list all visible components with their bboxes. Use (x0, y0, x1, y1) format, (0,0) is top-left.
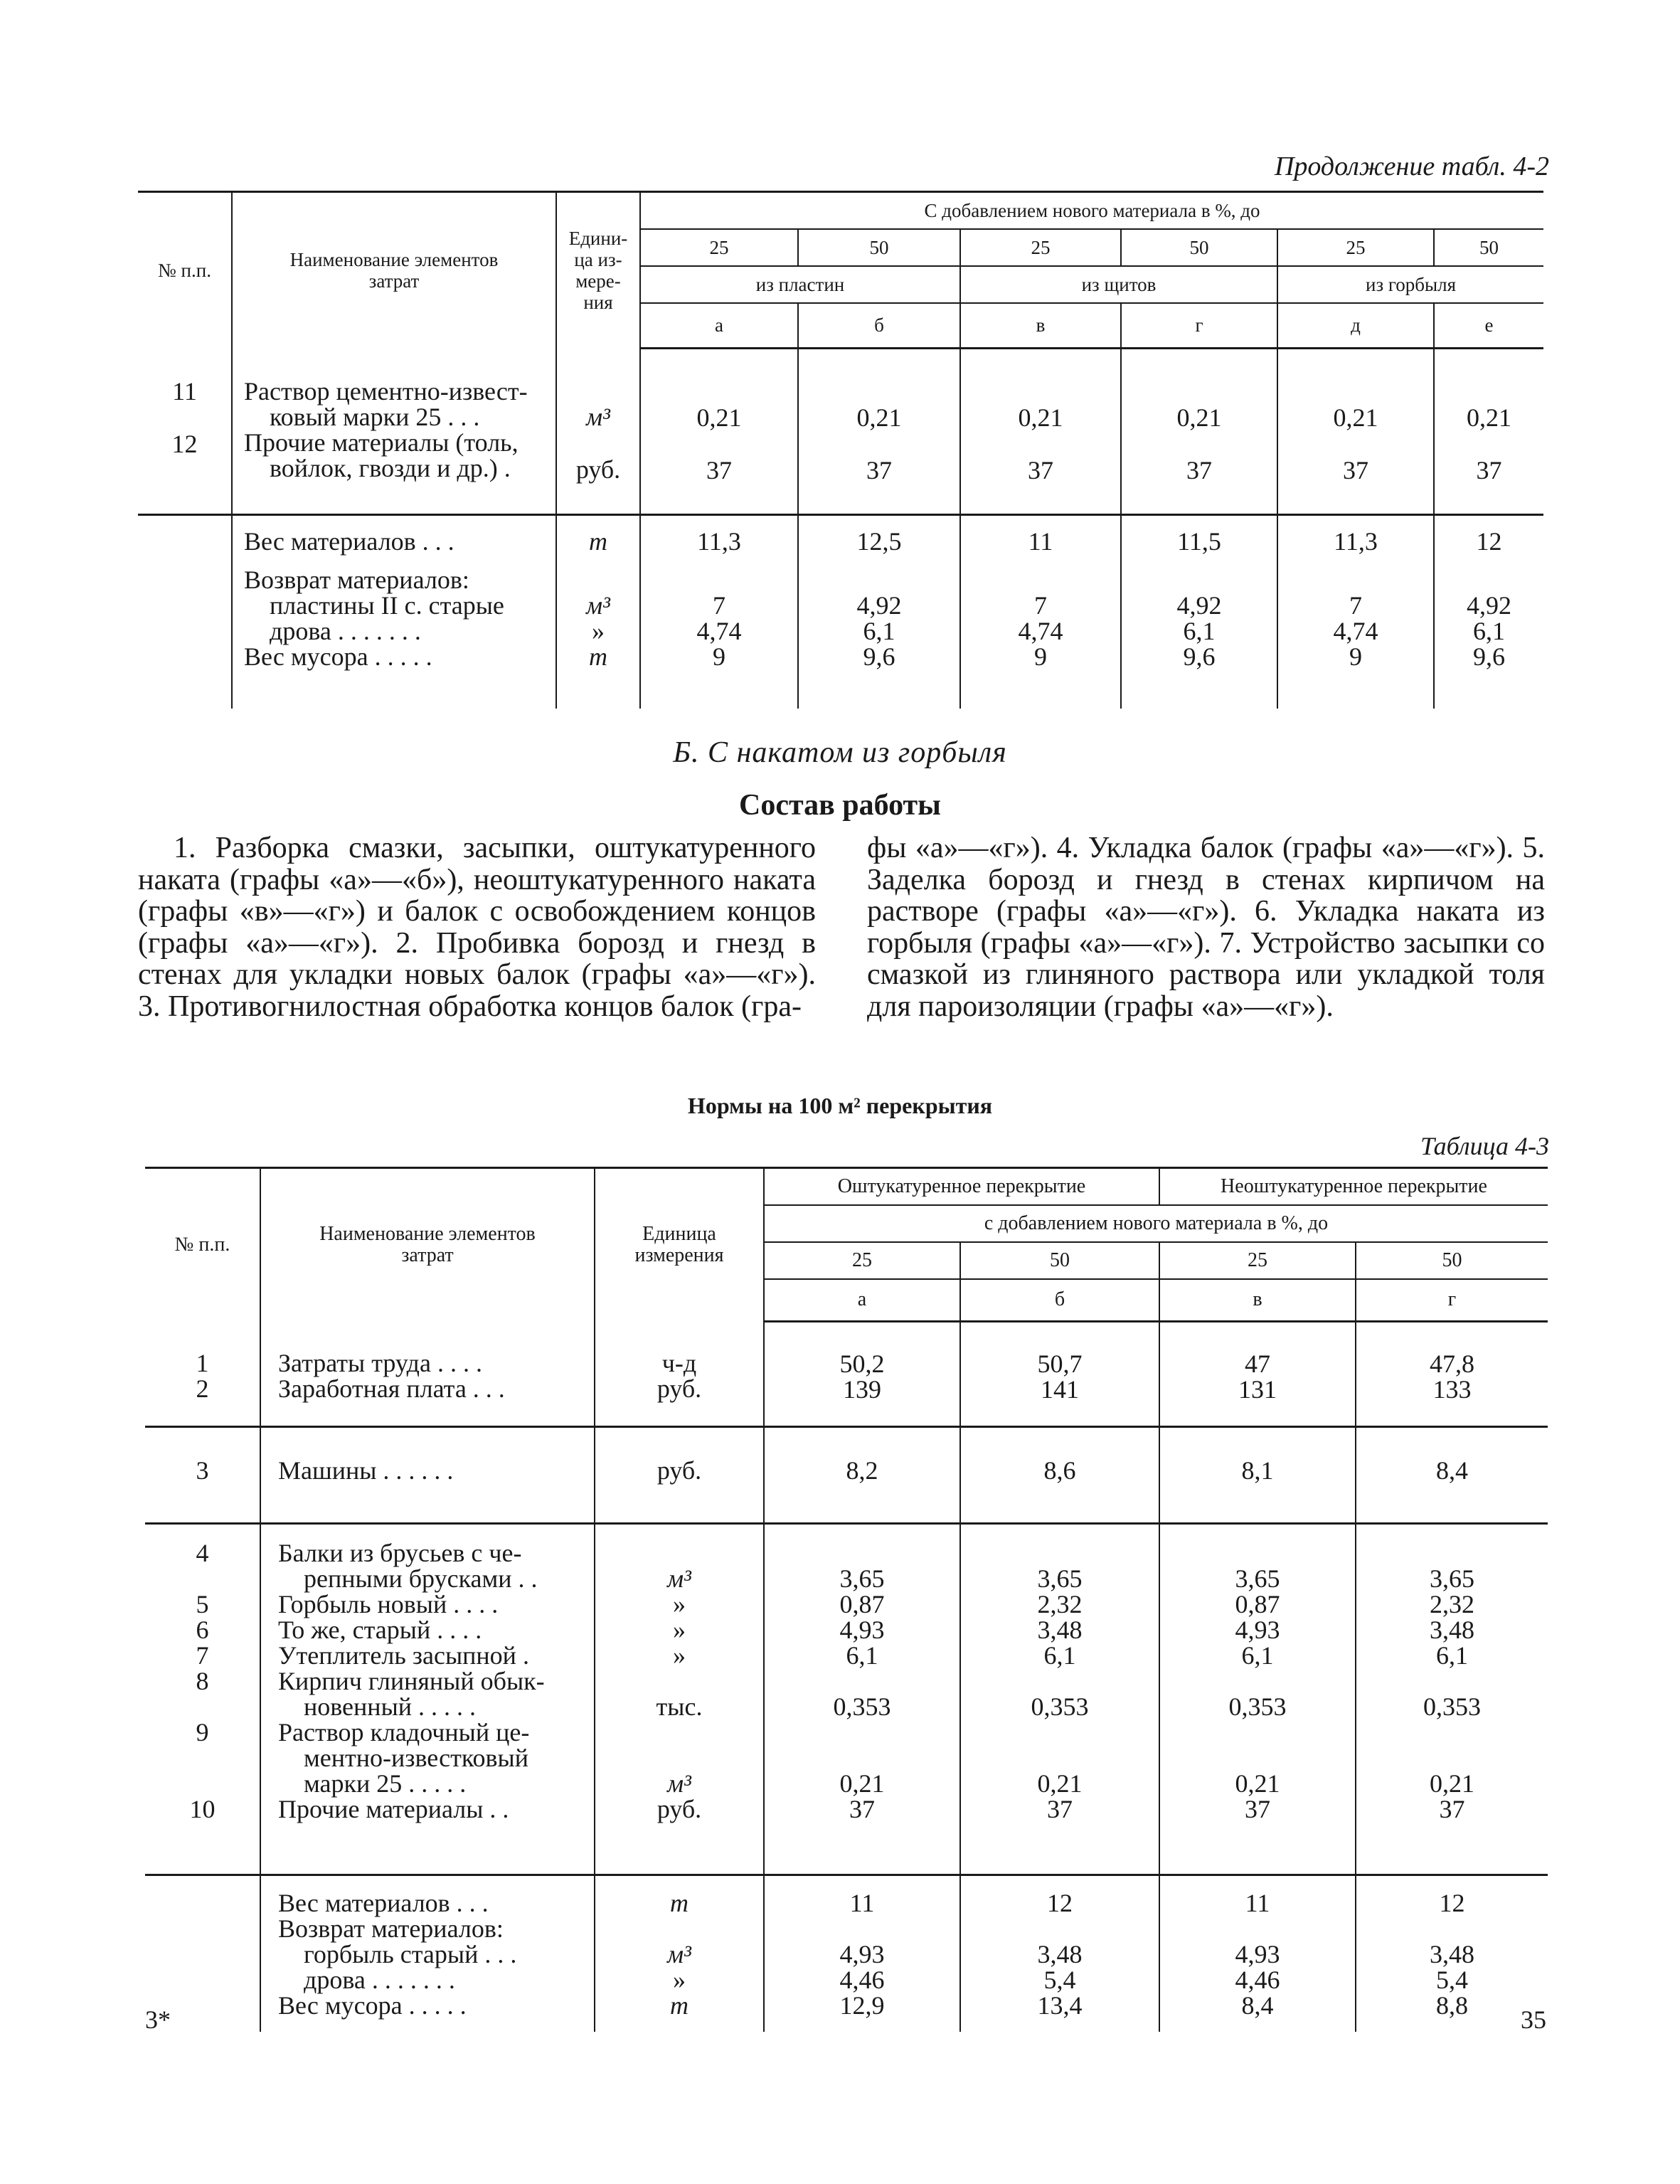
header-letter: а (764, 1279, 960, 1322)
header-letter: б (798, 303, 960, 349)
header-num: № п.п. (145, 1168, 260, 1322)
value-cell: 11 7 4,74 9 (960, 515, 1121, 709)
header-percent: 25 (764, 1242, 960, 1279)
header-percent: 25 (960, 229, 1121, 266)
value-cell: 0,21 37 (1121, 349, 1277, 515)
table-4-3 (145, 1167, 1548, 2032)
header-name: Наименование элементов затрат (232, 192, 556, 349)
header-material: из пластин (640, 266, 960, 303)
row-numbers: 4 5 6 7 8 9 10 (145, 1524, 260, 1875)
value-cell: 11 4,93 4,46 8,4 (1159, 1875, 1356, 2032)
row-names: Вес материалов . . . Возврат материалов: пластины II с. старые дрова . . . . . . . Вес мусора . . . . . (232, 515, 556, 709)
work-description (138, 832, 1545, 1022)
header-percent: 50 (1356, 1242, 1548, 1279)
header-percent: 25 (1159, 1242, 1356, 1279)
header-letter: а (640, 303, 798, 349)
header-letter: г (1121, 303, 1277, 349)
header-letter: д (1277, 303, 1434, 349)
header-letter: г (1356, 1279, 1548, 1322)
row-number: 3 (145, 1427, 260, 1524)
value-cell: 3,65 2,32 3,48 6,1 0,353 0,21 37 (960, 1524, 1159, 1875)
value-cell: 12,5 4,92 6,1 9,6 (798, 515, 960, 709)
header-letter: е (1434, 303, 1543, 349)
header-percent: 25 (640, 229, 798, 266)
value-cell: 3,65 0,87 4,93 6,1 0,353 0,21 37 (1159, 1524, 1356, 1875)
table2-caption: Таблица 4-3 (1420, 1132, 1549, 1160)
row-numbers: 1 2 (145, 1322, 260, 1427)
value-cell: 8,4 (1356, 1427, 1548, 1524)
value-cell: 8,6 (960, 1427, 1159, 1524)
header-percent: 50 (960, 1242, 1159, 1279)
header-name: Наименование элементов затрат (260, 1168, 595, 1322)
header-percent: 25 (1277, 229, 1434, 266)
section-subtitle: Состав работы (739, 789, 941, 822)
page-number: 35 (1521, 2005, 1546, 2034)
value-cell: 12 3,48 5,4 13,4 (960, 1875, 1159, 2032)
header-material: из горбыля (1277, 266, 1543, 303)
printer-signature: 3* (145, 2005, 171, 2034)
row-names: Затраты труда . . . . Заработная плата . . . (260, 1322, 595, 1427)
row-units: т м³ » т (556, 515, 640, 709)
value-cell: 11,5 4,92 6,1 9,6 (1121, 515, 1277, 709)
table-4-2-continuation (138, 191, 1543, 709)
value-cell: 11 4,93 4,46 12,9 (764, 1875, 960, 2032)
header-unit: Единица измерения (595, 1168, 764, 1322)
value-cell: 0,21 37 (960, 349, 1121, 515)
header-letter: в (960, 303, 1121, 349)
value-cell: 12 4,92 6,1 9,6 (1467, 527, 1512, 671)
value-cell: 0,21 37 (798, 349, 960, 515)
value-cell: 12 3,48 5,4 8,8 (1430, 1889, 1474, 2020)
header-unplastered: Неоштукатуренное перекрытие (1159, 1168, 1548, 1205)
value-cell: 3,65 2,32 3,48 6,1 0,353 0,21 37 (1356, 1524, 1548, 1875)
value-cell: 47 131 (1159, 1322, 1356, 1427)
value-cell: 11,3 7 4,74 9 (640, 515, 798, 709)
header-material: из щитов (960, 266, 1277, 303)
value-cell: 47,8 133 (1356, 1322, 1548, 1427)
row-numbers: 11 12 (138, 349, 232, 515)
section-title: Б. С накатом из горбыля (673, 736, 1007, 769)
row-names: Балки из брусьев с че- репными брусками . . Горбыль новый . . . . То же, старый . . . . Утеплитель засыпной . Кирпич глиняный обык- новенный . . . . . Раствор кладочный це- ментно-известковый марки 25 . . . . . Прочие материалы . . (260, 1524, 595, 1875)
value-cell: 0,21 37 (1277, 349, 1434, 515)
header-group: С добавлением нового материала в %, до (640, 192, 1543, 229)
value-cell: 11,3 7 4,74 9 (1277, 515, 1434, 709)
header-unit: Едини- ца из- мере- ния (556, 192, 640, 349)
value-cell: 0,21 37 (1434, 349, 1543, 515)
header-letter: в (1159, 1279, 1356, 1322)
header-percent: 50 (1121, 229, 1277, 266)
row-names: Раствор цементно-извест- ковый марки 25 . . . Прочие материалы (толь, войлок, гвозди и др.) . (232, 349, 556, 515)
row-name: Машины . . . . . . (260, 1427, 595, 1524)
value-cell: 50,7 141 (960, 1322, 1159, 1427)
row-units: м³ руб. (556, 349, 640, 515)
norms-title: Нормы на 100 м² перекрытия (687, 1093, 993, 1118)
empty-cell (138, 515, 232, 709)
work-description-left: 1. Разборка смазки, засыпки, оштукатуренного наката (графы «а»—«б»), неоштукатуренного наката (графы «в»—«г») и балок с освобождением концов (графы «а»—«г»). 2. Пробивка борозд и гнезд в стенах для укладки новых балок (графы «а»—«г»). 3. Противогнилостная обработка концов балок (гра- (138, 832, 816, 1023)
header-plastered: Оштукатуренное перекрытие (764, 1168, 1159, 1205)
value-cell: 3,65 0,87 4,93 6,1 0,353 0,21 37 (764, 1524, 960, 1875)
header-letter: б (960, 1279, 1159, 1322)
value-cell: 8,2 (764, 1427, 960, 1524)
value-cell: 8,1 (1159, 1427, 1356, 1524)
row-unit: руб. (595, 1427, 764, 1524)
row-units: м³ » » » тыс. м³ руб. (595, 1524, 764, 1875)
header-num: № п.п. (138, 192, 232, 349)
row-units: ч-д руб. (595, 1322, 764, 1427)
header-group: с добавлением нового материала в %, до (764, 1205, 1548, 1242)
work-description-right: фы «а»—«г»). 4. Укладка балок (графы «а»—«г»). 5. Заделка борозд и гнезд в стенах кирпичом на растворе (графы «а»—«г»). 6. Укладка наката из горбыля (графы «а»—«г»). 7. Устройство засыпки со смазкой из глиняного раствора или укладкой толя для пароизоляции (графы «а»—«г»). (867, 832, 1545, 1023)
header-percent: 50 (798, 229, 960, 266)
header-percent: 50 (1434, 229, 1543, 266)
row-units: т м³ » т (595, 1875, 764, 2032)
row-names: Вес материалов . . . Возврат материалов: горбыль старый . . . дрова . . . . . . . Вес мусора . . . . . (260, 1875, 595, 2032)
value-cell: 0,21 37 (640, 349, 798, 515)
table1-caption: Продолжение табл. 4-2 (1274, 152, 1549, 181)
value-cell: 50,2 139 (764, 1322, 960, 1427)
